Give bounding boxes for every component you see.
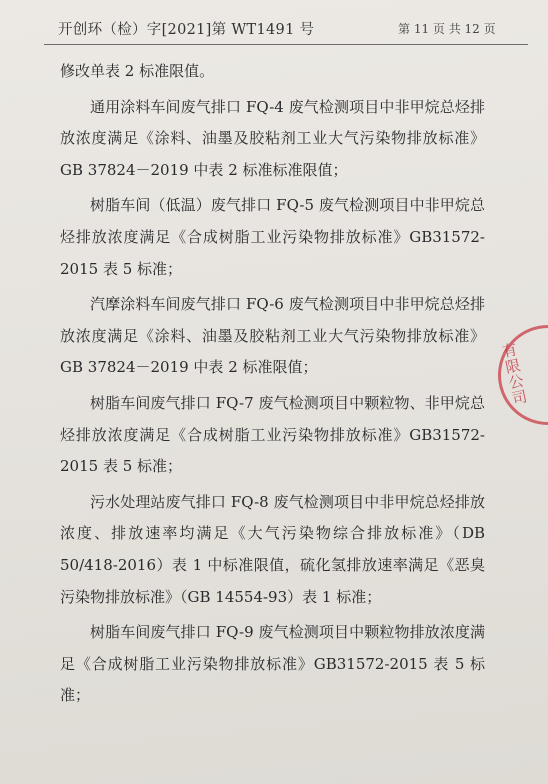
paragraph: 通用涂料车间废气排口 FQ-4 废气检测项目中非甲烷总烃排放浓度满足《涂料、油墨及胶粘剂工业大气污染物排放标准》GB 37824－2019 中表 2 标准标准限值； [60,97,485,179]
paragraph: 汽摩涂料车间废气排口 FQ-6 废气检测项目中非甲烷总烃排放浓度满足《涂料、油墨及胶粘剂工业大气污染物排放标准》GB 37824－2019 中表 2 标准限值； [60,295,485,377]
document-number: 开创环（检）字[2021]第 WT1491 号 [58,22,315,38]
page-indicator: 第 11 页 共 12 页 [398,22,496,36]
header-divider [44,44,528,45]
paragraph: 修改单表 2 标准限值。 [60,62,215,80]
seal-text: 有限公司 [498,340,530,408]
paragraph: 树脂车间（低温）废气排口 FQ-5 废气检测项目中非甲烷总烃排放浓度满足《合成树脂工业污染物排放标准》GB31572-2015 表 5 标准； [60,196,485,278]
paragraph: 树脂车间废气排口 FQ-7 废气检测项目中颗粒物、非甲烷总烃排放浓度满足《合成树脂工业污染物排放标准》GB31572-2015 表 5 标准； [60,393,485,476]
paragraph: 污水处理站废气排口 FQ-8 废气检测项目中非甲烷总烃排放浓度、排放速率均满足《大气污染物综合排放标准》（DB 50/418-2016）表 1 中标准限值，硫化氢排放速率满足《恶臭污染物排放标准》（GB 14554-93）表 1 标准； [60,492,485,606]
document-body [60,56,485,712]
paragraph: 树脂车间废气排口 FQ-9 废气检测项目中颗粒物排放浓度满足《合成树脂工业污染物排放标准》GB31572-2015 表 5 标准； [60,623,485,705]
